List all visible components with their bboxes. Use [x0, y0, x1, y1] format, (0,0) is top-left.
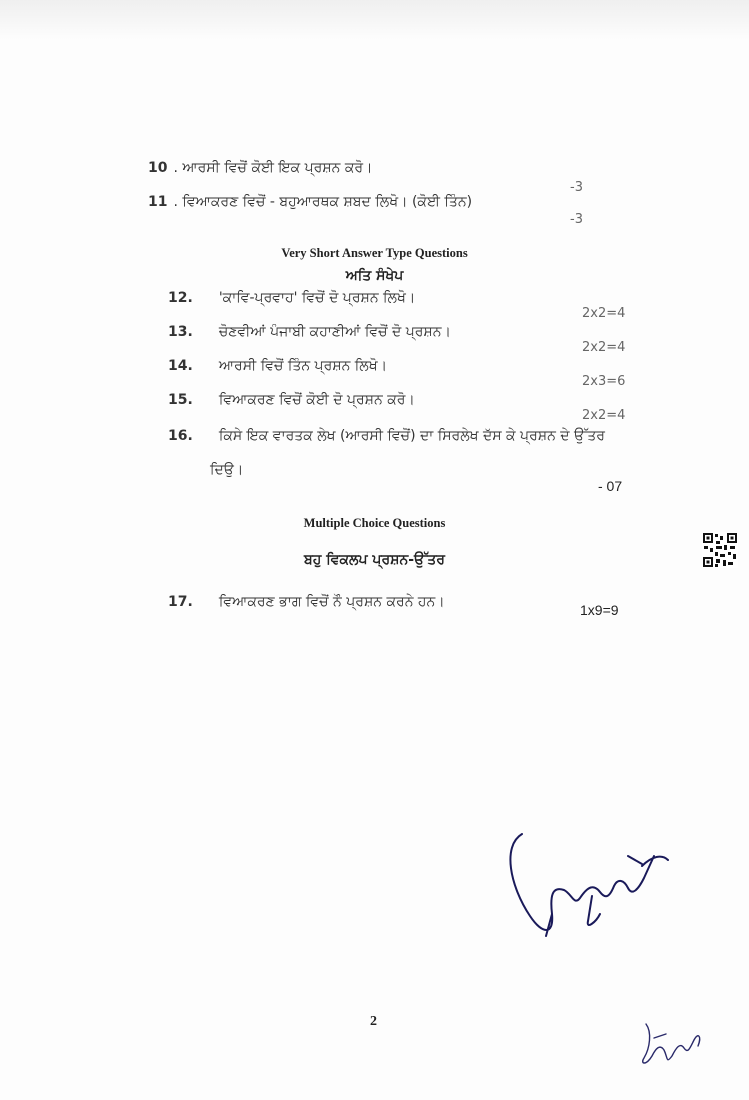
question-number: 16. — [168, 428, 193, 444]
question-number: 17. — [168, 594, 193, 610]
question-text: 'ਕਾਵਿ-ਪ੍ਰਵਾਹ' ਵਿਚੋਂ ਦੋ ਪ੍ਰਸ਼ਨ ਲਿਖੋ। — [218, 290, 416, 306]
section-heading-english: Very Short Answer Type Questions — [281, 246, 468, 260]
question-16-continued: ਦਿਉ। — [210, 462, 244, 478]
scan-shade — [0, 0, 749, 40]
mcq-heading-english: Multiple Choice Questions — [303, 516, 446, 530]
question-11-marks: -3 — [570, 212, 583, 227]
question-12 — [168, 290, 415, 306]
qr-code-icon — [702, 532, 738, 568]
section-heading-punjabi: ਅਤਿ ਸੰਖੇਪ — [345, 268, 404, 284]
question-number: 11 — [148, 194, 168, 210]
question-15-marks: 2x2=4 — [582, 408, 626, 423]
question-text: ਆਰਸੀ ਵਿਚੋਂ ਤਿੰਨ ਪ੍ਰਸ਼ਨ ਲਿਖੋ। — [218, 358, 388, 374]
question-number: 13. — [168, 324, 193, 340]
question-16-marks: - 07 — [598, 478, 623, 494]
question-text-line1: ਕਿਸੇ ਇਕ ਵਾਰਤਕ ਲੇਖ (ਆਰਸੀ ਵਿਚੋਂ) ਦਾ ਸਿਰਲੇਖ ਦੱਸ ਕੇ ਪ੍ਰਸ਼ਨ ਦੇ ਉੱਤਰ — [218, 428, 605, 444]
question-text: ਵਿਆਕਰਣ ਭਾਗ ਵਿਚੋਂ ਨੌ ਪ੍ਰਸ਼ਨ ਕਰਨੇ ਹਨ। — [218, 594, 445, 610]
question-17-marks: 1x9=9 — [580, 602, 619, 618]
question-14-marks: 2x3=6 — [582, 374, 626, 389]
question-number: 14. — [168, 358, 193, 374]
question-15 — [168, 392, 415, 408]
question-number: 15. — [168, 392, 193, 408]
question-10-marks: -3 — [570, 180, 583, 195]
question-12-marks: 2x2=4 — [582, 306, 626, 321]
question-number: 12. — [168, 290, 193, 306]
question-17 — [168, 594, 445, 610]
question-text: . ਆਰਸੀ ਵਿਚੋਂ ਕੋਈ ਇਕ ਪ੍ਰਸ਼ਨ ਕਰੋ। — [173, 160, 373, 176]
question-10 — [148, 160, 373, 176]
question-11 — [148, 194, 472, 210]
question-text: . ਵਿਆਕਰਣ ਵਿਚੋਂ - ਬਹੁਆਰਥਕ ਸ਼ਬਦ ਲਿਖੋ। (ਕੋਈ ਤਿੰਨ) — [173, 194, 473, 210]
question-14 — [168, 358, 387, 374]
question-number: 10 — [148, 160, 168, 176]
signature-icon — [636, 1018, 708, 1070]
question-text: ਵਿਆਕਰਣ ਵਿਚੋਂ ਕੋਈ ਦੋ ਪ੍ਰਸ਼ਨ ਕਰੋ। — [218, 392, 415, 408]
mcq-heading-punjabi: ਬਹੁ ਵਿਕਲਪ ਪ੍ਰਸ਼ਨ-ਉੱਤਰ — [304, 552, 445, 568]
question-13 — [168, 324, 451, 340]
question-text: ਚੋਣਵੀਆਂ ਪੰਜਾਬੀ ਕਹਾਣੀਆਂ ਵਿਚੋਂ ਦੋ ਪ੍ਰਸ਼ਨ। — [218, 324, 451, 340]
question-13-marks: 2x2=4 — [582, 340, 626, 355]
page-number: 2 — [370, 1014, 377, 1029]
signature-icon — [492, 826, 682, 946]
question-16 — [168, 428, 605, 444]
